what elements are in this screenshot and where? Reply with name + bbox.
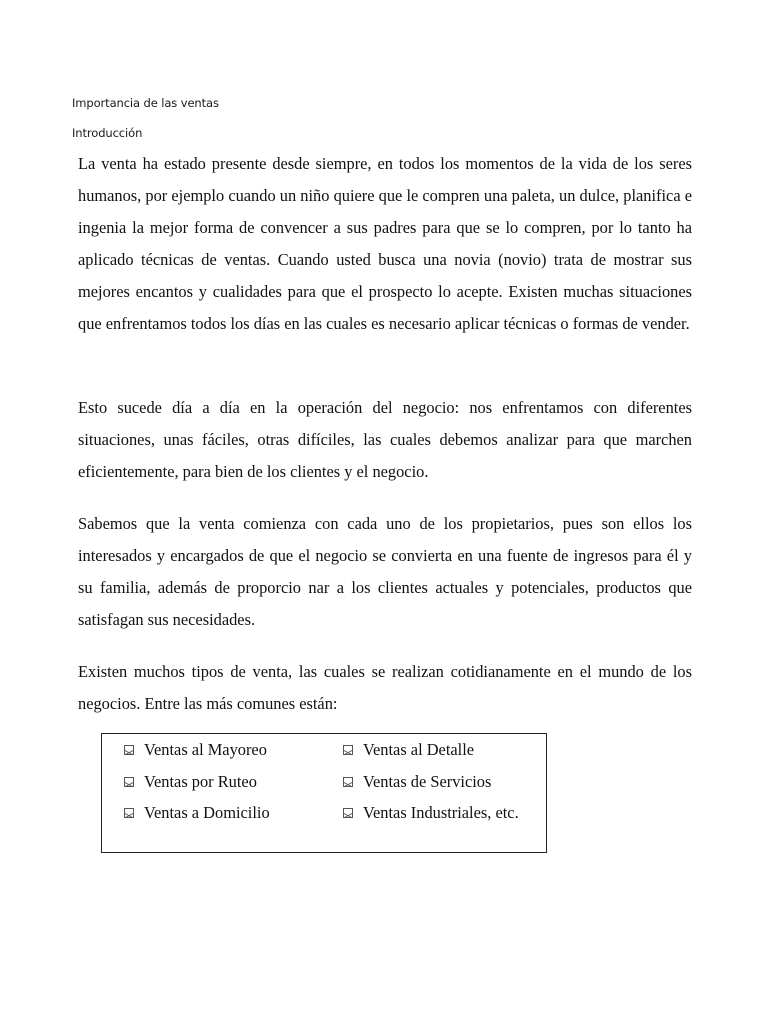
list-item xyxy=(124,803,270,823)
paragraph-operation: Esto sucede día a día en la operación del negocio: nos enfrentamos con diferentes situaciones, unas fáciles, otras difíciles, las cuales debemos analizar para que marchen eficientemente, para bien de los clientes y el negocio. xyxy=(78,398,692,481)
checkbox-icon xyxy=(124,777,134,787)
checkbox-icon xyxy=(343,745,353,755)
document-title: Importancia de las ventas xyxy=(72,96,219,110)
paragraph-owners: Sabemos que la venta comienza con cada uno de los propietarios, pues son ellos los interesados y encargados de que el negocio se convierta en una fuente de ingresos para él y su familia, además de proporcio nar a los clientes actuales y potenciales, productos que satisfagan sus necesidades. xyxy=(78,514,692,629)
checkbox-icon xyxy=(343,777,353,787)
list-item-label: Ventas al Detalle xyxy=(363,740,475,759)
sales-types-box xyxy=(101,733,547,853)
paragraph-sales-types: Existen muchos tipos de venta, las cuales se realizan cotidianamente en el mundo de los negocios. Entre las más comunes están: xyxy=(78,662,692,713)
list-item-label: Ventas de Servicios xyxy=(363,772,492,791)
checkbox-icon xyxy=(343,808,353,818)
list-item-label: Ventas al Mayoreo xyxy=(144,740,267,759)
list-item xyxy=(343,740,474,760)
checkbox-icon xyxy=(124,745,134,755)
section-heading: Introducción xyxy=(72,126,143,140)
list-item-label: Ventas a Domicilio xyxy=(144,803,270,822)
checkbox-icon xyxy=(124,808,134,818)
list-item xyxy=(343,772,491,792)
list-item-label: Ventas Industriales, etc. xyxy=(363,803,519,822)
list-item xyxy=(343,803,519,823)
paragraph-intro: La venta ha estado presente desde siempre, en todos los momentos de la vida de los seres humanos, por ejemplo cuando un niño quiere que le compren una paleta, un dulce, planifica e ingenia la mejor forma de convencer a sus padres para que se lo compren, por lo tanto ha aplicado técnicas de ventas. Cuando usted busca una novia (novio) trata de mostrar sus mejores encantos y cualidades para que el prospecto lo acepte. Existen muchas situaciones que enfrentamos todos los días en las cuales es necesario aplicar técnicas o formas de vender. xyxy=(78,154,692,333)
list-item-label: Ventas por Ruteo xyxy=(144,772,257,791)
list-item xyxy=(124,740,267,760)
list-item xyxy=(124,772,257,792)
